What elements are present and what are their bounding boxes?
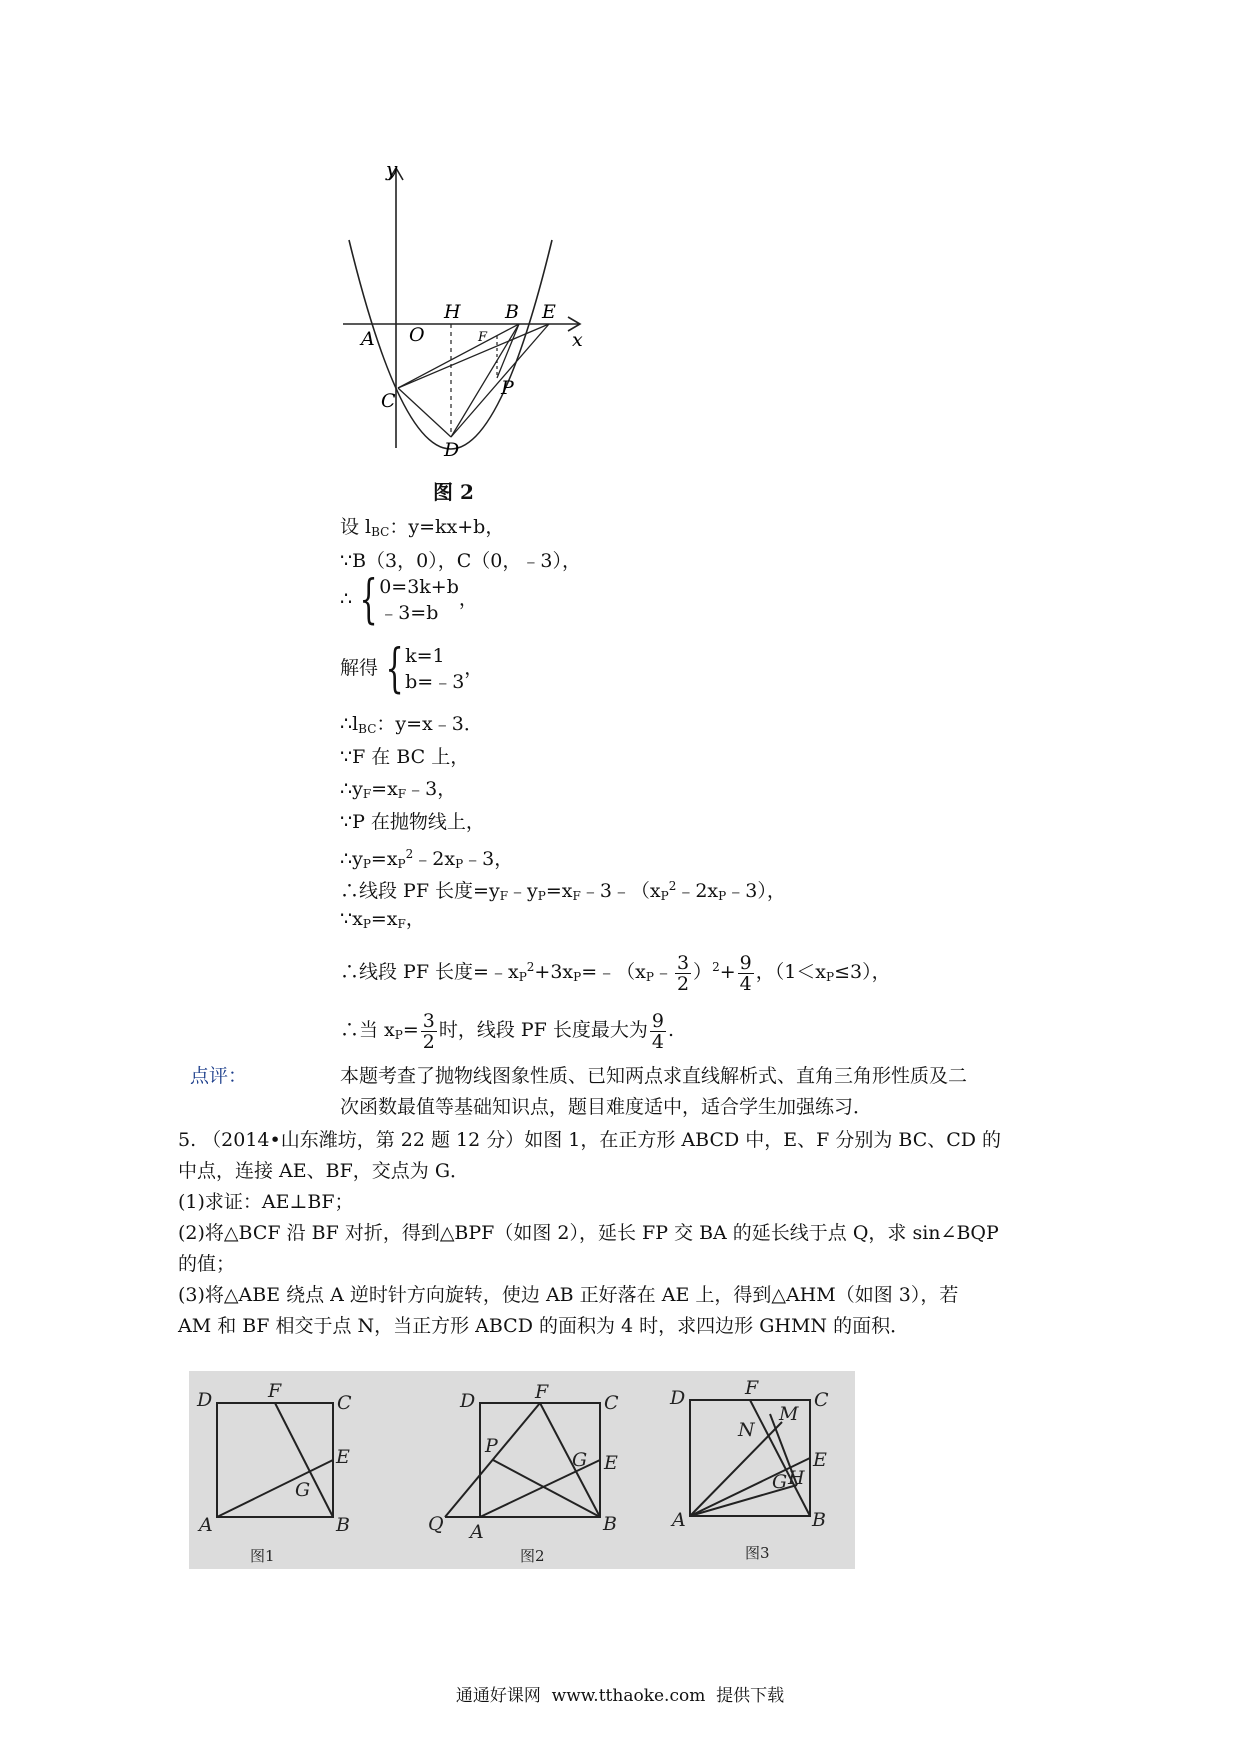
- comment-line-1: 本题考查了抛物线图象性质、已知两点求直线解析式、直角三角形性质及二: [340, 1065, 968, 1087]
- fig3-label-M: M: [779, 1403, 799, 1425]
- figure-caption: 图 2: [433, 480, 474, 504]
- fig3-label-H: H: [788, 1467, 805, 1489]
- solution-line-6: ∵F 在 BC 上，: [340, 746, 470, 768]
- fraction-9-4: $\frac{9}{4}$: [739, 951, 752, 995]
- fig2-label-B: B: [603, 1513, 617, 1535]
- problem5-line-7: AM 和 BF 相交于点 N，当正方形 ABCD 的面积为 4 时，求四边形 GHMN 的面积．: [178, 1315, 910, 1337]
- parabola-figure: [330, 155, 600, 465]
- label-A: A: [361, 328, 375, 350]
- problem5-line-1: 5. （2014•山东潍坊，第 22 题 12 分）如图 1，在正方形 ABCD 中，E、F 分别为 BC、CD 的: [178, 1129, 1002, 1151]
- label-H: H: [444, 301, 461, 323]
- fraction-3-2: $\frac{3}{2}$: [676, 951, 690, 995]
- fig1-caption: 图1: [250, 1547, 275, 1565]
- fig2-caption: 图2: [520, 1547, 545, 1565]
- fig2-label-F: F: [535, 1381, 549, 1403]
- solution-line-4: 解得 {k=1 b=﹣3，: [340, 639, 484, 699]
- solution-line-7: $\therefore y_F=x_F﹣3$，: [340, 778, 457, 801]
- fig2-label-E: E: [604, 1452, 618, 1474]
- fig1-label-F: F: [268, 1380, 282, 1402]
- parabola-curve: [349, 240, 552, 449]
- fig3-label-G: G: [772, 1471, 788, 1493]
- fraction-9-4: $\frac{9}{4}$: [651, 1009, 665, 1053]
- fig2-label-Q: Q: [428, 1513, 444, 1535]
- label-E: E: [542, 301, 556, 323]
- solution-line-13: ∴当 $x_P=$ $\frac{3}{2}$ 时，线段 PF 长度最大为 $\frac{9}{4}$ .: [340, 1009, 675, 1053]
- comment-line-2: 次函数最值等基础知识点，题目难度适中，适合学生加强练习．: [340, 1096, 873, 1118]
- fraction-3-2: $\frac{3}{2}$: [422, 1009, 435, 1053]
- fig3-label-D: D: [670, 1387, 686, 1409]
- label-x: x: [572, 329, 583, 351]
- segment-CD: [398, 388, 451, 437]
- fig2-label-G: G: [572, 1449, 588, 1471]
- label-y: y: [386, 157, 398, 181]
- fig1-label-D: D: [197, 1389, 213, 1411]
- segment-BP: [497, 324, 519, 378]
- problem5-line-5: 的值；: [178, 1253, 236, 1275]
- label-F: F: [478, 330, 488, 345]
- solution-line-11: $\because x_P=x_F$，: [340, 908, 425, 931]
- solution-line-9: $\therefore y_P=x_P^2﹣2x_P﹣3$，: [340, 847, 514, 871]
- solution-line-12: ∴线段 PF 长度$=﹣x_P^2+3x_P=﹣(x_P﹣$ $\frac{3}{2}$ ）$^2$+ $\frac{9}{4}$ ，$(1<x_P\le 3)$，: [340, 951, 891, 995]
- label-O: O: [409, 324, 425, 346]
- fig1-label-E: E: [336, 1446, 350, 1468]
- solution-line-8: ∵P 在抛物线上，: [340, 811, 485, 833]
- solution-line-2: ∵B（3，0），C（0，﹣3），: [340, 550, 581, 572]
- fig3-caption: 图3: [745, 1544, 770, 1562]
- label-D: D: [444, 439, 460, 461]
- label-B: B: [505, 301, 519, 323]
- problem5-line-3: (1)求证：AE⊥BF；: [178, 1191, 354, 1213]
- comment-label: 点评：: [190, 1065, 248, 1087]
- fig3-label-E: E: [813, 1449, 827, 1471]
- fig3-label-B: B: [812, 1509, 826, 1531]
- fig2-label-C: C: [604, 1392, 619, 1414]
- segment-DE: [451, 324, 549, 437]
- solution-line-1: 设 $l_{BC}$：y=kx+b，: [340, 516, 505, 539]
- fig2-label-P: P: [485, 1435, 498, 1457]
- fig3-label-N: N: [738, 1419, 755, 1441]
- solution-line-5: $\therefore l_{BC}$：y=x﹣3．: [340, 713, 483, 736]
- solution-line-10: ∴线段 PF 长度$=y_F﹣y_P=x_F﹣3﹣(x_P^2﹣2x_P﹣3)$，: [340, 879, 786, 903]
- problem5-line-4: (2)将△BCF 沿 BF 对折，得到△BPF（如图 2），延长 FP 交 BA 的延长线于点 Q，求 sin∠BQP: [178, 1222, 999, 1244]
- label-P: P: [501, 377, 514, 399]
- fig3-label-A: A: [672, 1509, 686, 1531]
- solution-line-3: ∴ {0=3k+b ﹣3=b，: [340, 570, 478, 630]
- fig2-label-D: D: [460, 1390, 476, 1412]
- problem5-line-6: (3)将△ABE 绕点 A 逆时针方向旋转，使边 AB 正好落在 AE 上，得到△AHM（如图 3），若: [178, 1284, 959, 1306]
- page-footer: 通通好课网 www.tthaoke.com 提供下载: [455, 1686, 785, 1706]
- fig3-label-C: C: [814, 1389, 829, 1411]
- fig1-label-A: A: [199, 1514, 213, 1536]
- fig1-label-C: C: [337, 1392, 352, 1414]
- fig3-label-F: F: [745, 1377, 759, 1399]
- fig1-label-G: G: [295, 1479, 311, 1501]
- problem5-line-2: 中点，连接 AE、BF，交点为 G．: [178, 1160, 469, 1182]
- label-C: C: [381, 390, 396, 412]
- square-figures: [189, 1371, 855, 1569]
- fig1-label-B: B: [336, 1514, 350, 1536]
- fig2-label-A: A: [470, 1521, 484, 1543]
